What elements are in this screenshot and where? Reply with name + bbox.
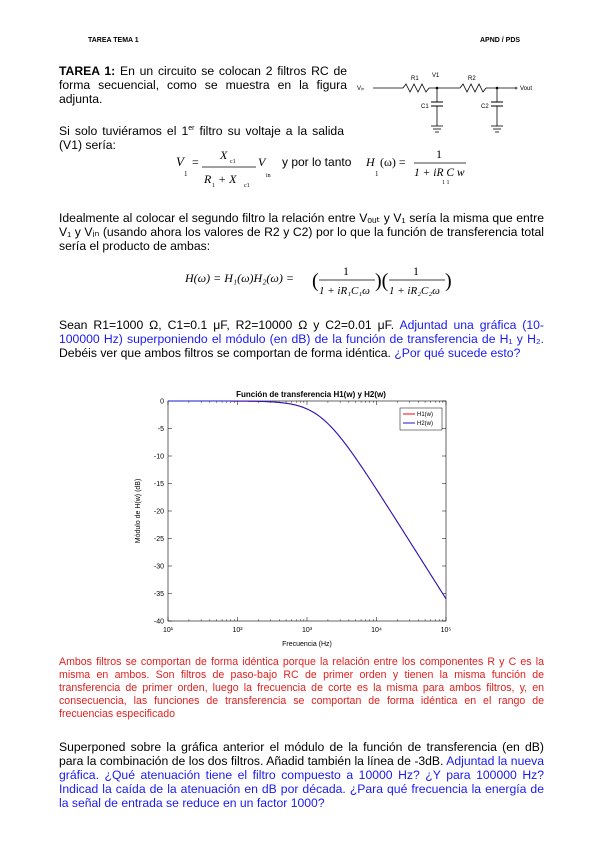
eq1-num-sub: c1 [230,159,236,165]
eq1-lhs: V [176,154,184,169]
resistor-r2 [460,84,486,92]
chart-legend [400,408,442,430]
circuit-vout-label: Vout [520,86,533,92]
eq1-h-den-subs: 1 1 [442,180,450,186]
transfer-function-chart [126,383,466,655]
x-tick-label: 10⁴ [371,627,382,634]
eq1-den: R [204,172,212,186]
intro-text: En un circuito se colocan 2 filtros RC de forma secuencial, como se muestra en la figura adjunta. [59,64,348,106]
eq1-middle-text: y por lo tanto [282,155,352,169]
svg-text:(: ( [312,270,319,292]
legend-label-h2: H2(w) [417,421,433,427]
eq1-h-arg: (ω) = [380,155,406,169]
circuit-c1-label: C1 [421,104,429,110]
x-tick-label: 10⁵ [440,627,452,634]
answer-paragraph: Ambos filtros se comportan de forma idéntica porque la relación entre los componentes R y C es la misma en ambos. Son filtros de paso-bajo RC de primer orden y tienen la misma función de transferencia de primer orden, luego la frecuencia de corte es la misma para ambos filtros, y, en consecuencia, las funciones de transferencia se comportan de forma idéntica en el rango de frecuencias especificado [59,656,544,720]
y-tick-label: -40 [153,618,164,626]
second-filter-paragraph: Idealmente al colocar el segundo filtro la relación entre Vₒᵤₜ y V₁ sería la misma que entre V₁ y Vᵢₙ (usando ahora los valores de R2 y C2) por lo que la función de transferencia total sería el producto de ambas: [59,211,544,253]
eq1-lhs-sub: 1 [184,170,188,178]
values-paragraph [59,318,544,360]
circuit-r1-label: R1 [411,76,419,82]
circuit-vin-label: Vᵢₙ [357,86,365,92]
eq1-den-sub2: c1 [244,183,250,189]
chart-title: Función de transferencia H1(w) y H2(w) [236,390,386,399]
chart-xlabel: Frecuencia (Hz) [282,641,332,648]
header-left: TAREA TEMA 1 [88,37,139,44]
eq1-den-plus: + X [218,172,237,186]
eq1-h-den: 1 + iR C w [414,167,465,179]
y-tick-label: -25 [153,536,164,543]
equation-total-transfer [185,262,455,304]
x-tick-label: 10³ [301,627,313,634]
svg-text:)(: )( [375,270,389,292]
equation-v1 [170,145,490,195]
eq1-vin: V [258,155,266,169]
rc-circuit-diagram [355,68,560,140]
eq2-den1: 1 + iR₁C₁ω [319,285,370,297]
task-label: TAREA 1: [59,64,116,78]
p2-after: filtro su voltaje a la salida (V1) sería: [59,124,344,153]
p4-blue: Adjuntad una gráfica (10-100000 Hz) superponiendo el módulo (en dB) de la función de transferencia de H₁ y H₂. [59,318,544,346]
y-tick-label: -35 [153,591,164,598]
y-tick-label: -30 [153,563,164,571]
eq2-den2: 1 + iR₂C₂ω [389,285,440,297]
y-tick-label: -15 [153,481,164,488]
x-tick-label: 10² [232,627,243,634]
header-right: APND / PDS [480,37,521,44]
eq1-vin-sub: in [266,173,271,179]
eq1-equals: = [192,155,199,169]
y-tick-label: -20 [153,508,164,516]
eq2-num2: 1 [413,264,419,278]
resistor-r1 [403,84,429,92]
p2-sup: er [188,125,195,132]
x-tick-label: 10¹ [162,627,174,634]
combined-filter-paragraph [59,740,544,810]
eq1-den-sub: 1 [212,183,215,189]
circuit-r2-label: R2 [468,76,476,82]
p5-black: Superponed sobre la gráfica anterior el módulo de la función de transferencia (en dB) para la combinación de los dos filtros. Añadid también la línea de -3dB. [59,740,544,768]
p5-blue: Adjuntad la nueva gráfica. ¿Qué atenuación tiene el filtro compuesto a 10000 Hz? ¿Y para 100000 Hz? Indicad la caída de la atenuación en dB por década. ¿Para qué frecuencia la energía de la señal de entrada se reduce en un factor 1000? [59,754,544,810]
eq1-h-sub: 1 [375,170,379,178]
svg-text:): ) [445,270,452,292]
y-tick-label: 0 [160,398,164,406]
eq1-h-lhs: H [366,155,375,169]
chart-plot-area [168,401,446,621]
chart-ylabel: Módulo de H(w) (dB) [135,478,142,544]
p2-before: Si solo tuviéramos el 1 [59,124,189,139]
circuit-v1-label: V1 [432,73,440,79]
intro-paragraph [59,64,347,106]
eq2-lhs: H(ω) = H₁(ω)H₂(ω) = [185,271,294,285]
legend-label-h1: H1(w) [417,412,433,418]
p4-black2: Debéis ver que ambos filtros se comportan de forma idéntica. [59,346,391,360]
eq1-num: X [220,148,228,162]
y-tick-label: -5 [157,426,164,433]
eq2-num1: 1 [343,264,349,278]
p4-black: Sean R1=1000 Ω, C1=0.1 μF, R2=10000 Ω y C2=0.01 μF. [59,318,395,332]
circuit-c2-label: C2 [481,104,489,110]
eq1-h-num: 1 [436,147,442,161]
y-tick-label: -10 [153,453,164,461]
p4-blue2: ¿Por qué sucede esto? [394,346,521,360]
